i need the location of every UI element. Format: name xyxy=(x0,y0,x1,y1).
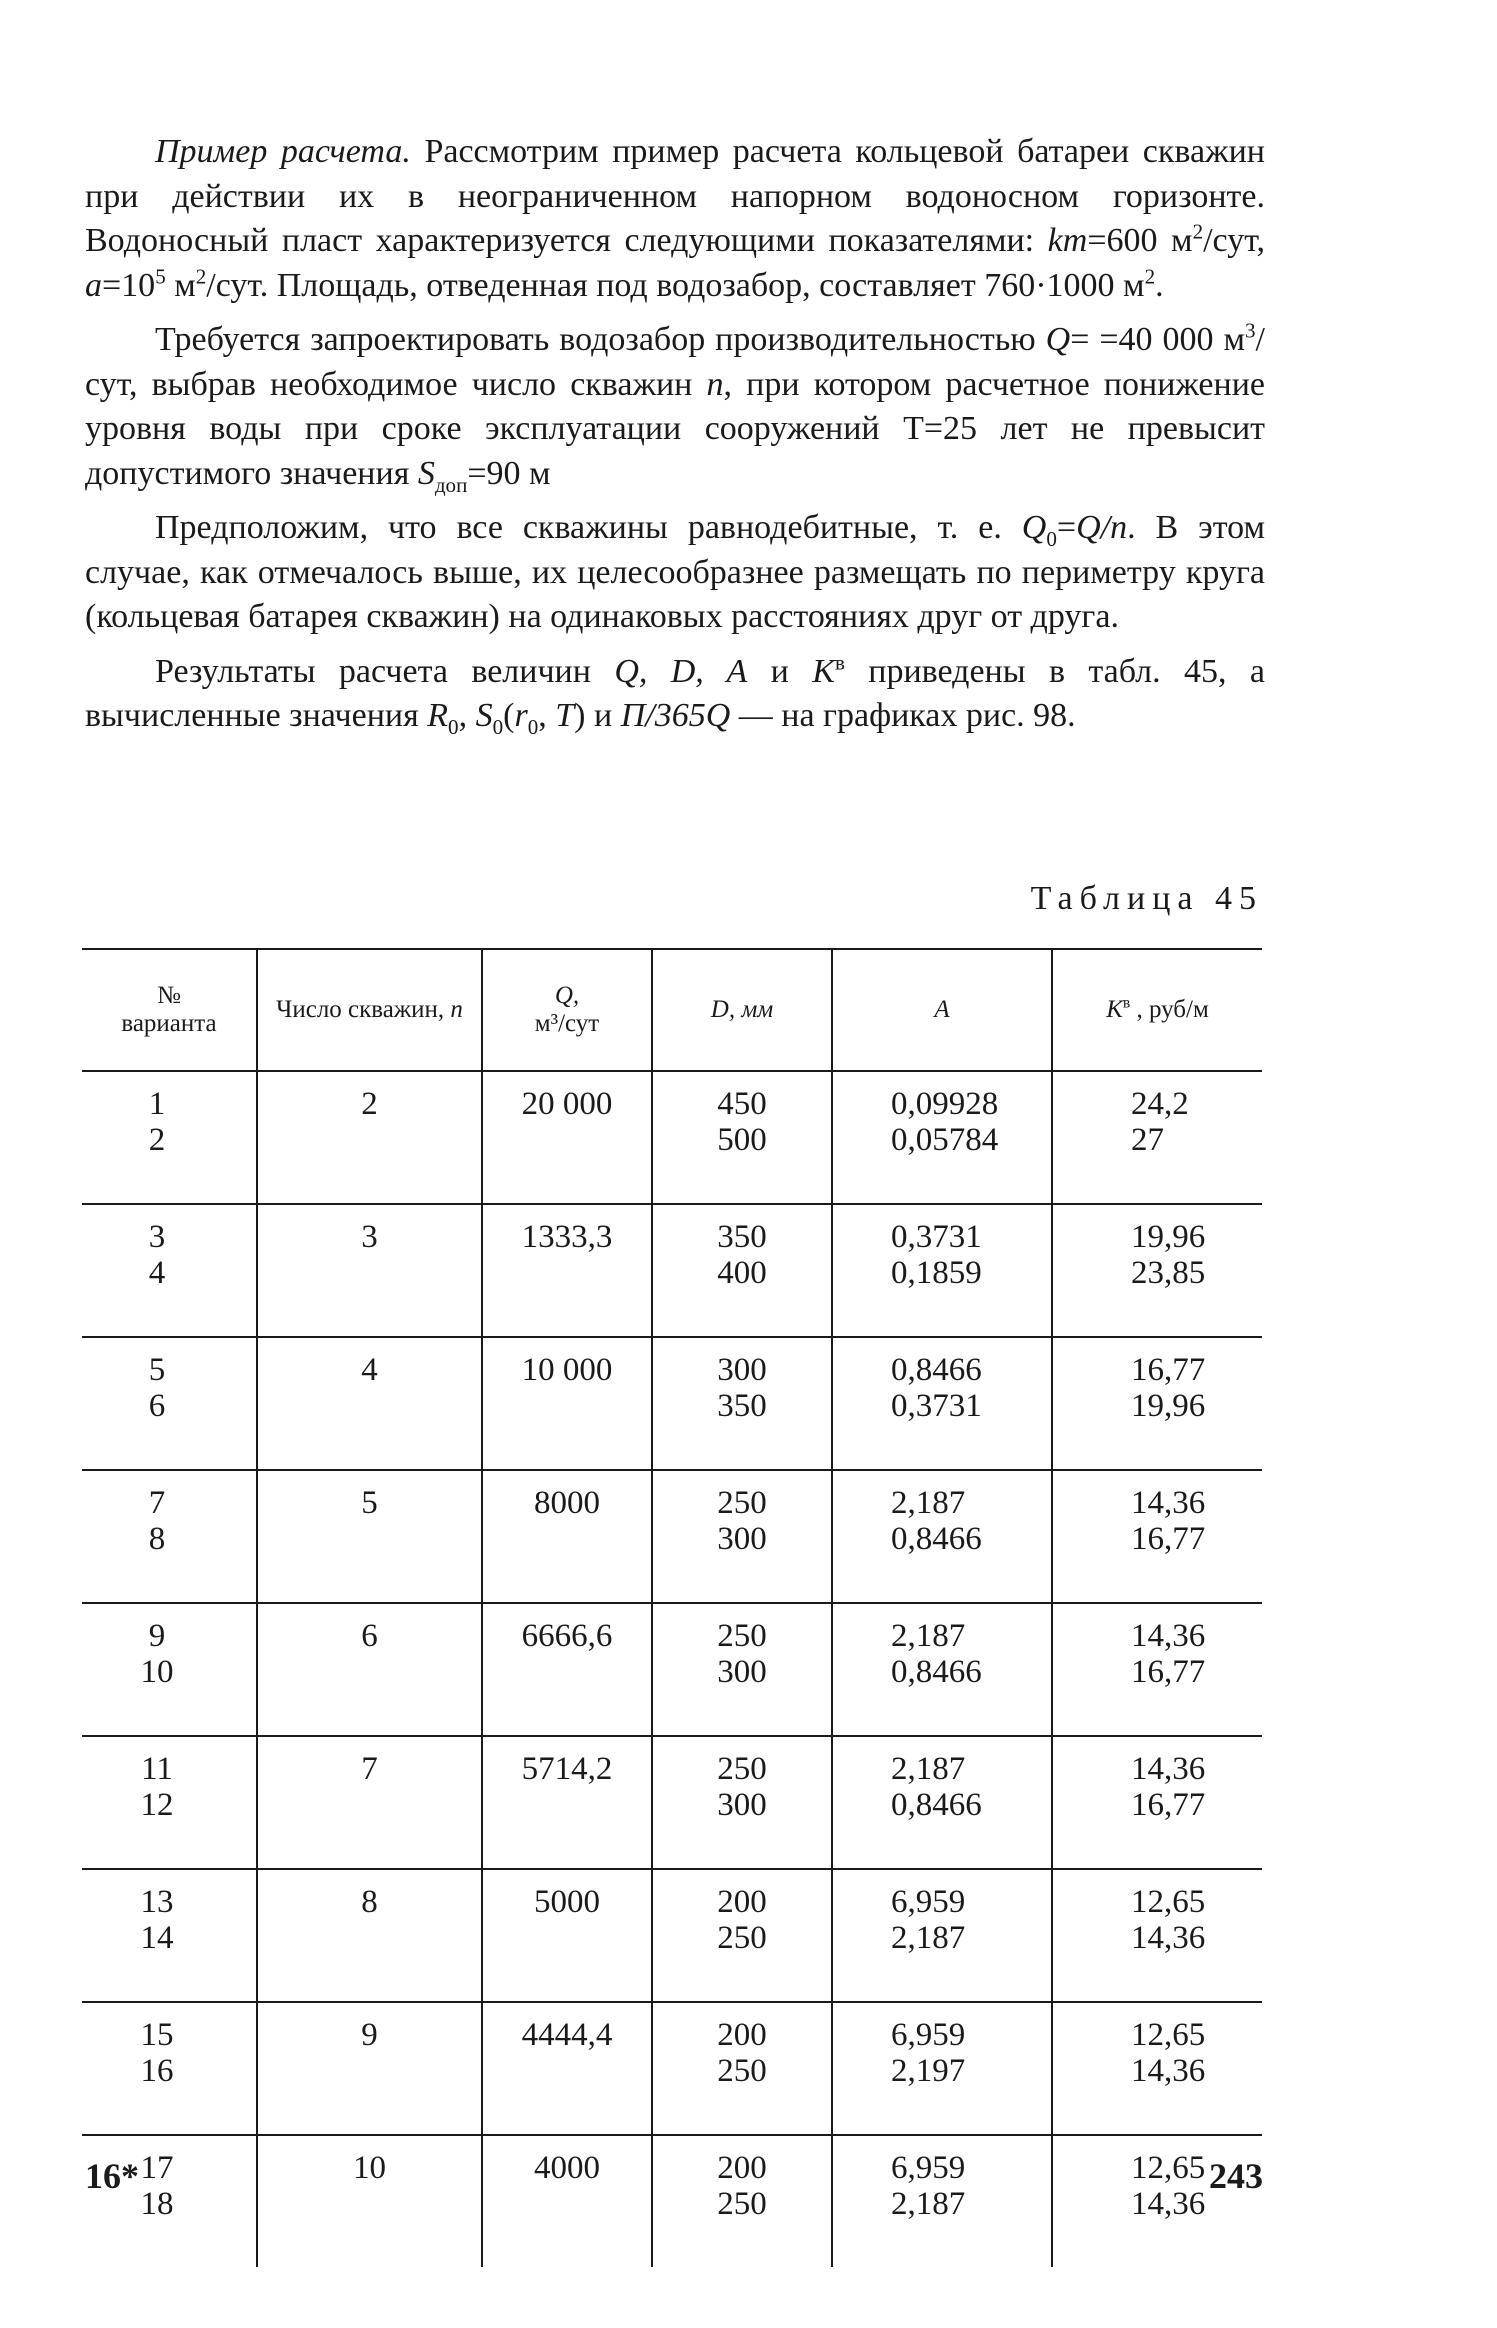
cell-d: 350 400 xyxy=(652,1204,832,1337)
header-d: D, мм xyxy=(652,949,832,1071)
cell-variant: 17 18 xyxy=(140,2150,174,2222)
header-q: Q, м³/сут xyxy=(482,949,652,1071)
page-number: 243 xyxy=(1209,2156,1263,2196)
cell-q: 10 000 xyxy=(482,1337,652,1470)
cell-a: 2,187 0,8466 xyxy=(832,1736,1052,1869)
cell-q: 6666,6 xyxy=(482,1603,652,1736)
cell-q: 5000 xyxy=(482,1869,652,2002)
cell-a: 0,8466 0,3731 xyxy=(832,1337,1052,1470)
cell-k: 12,65 14,36 xyxy=(1052,2002,1262,2135)
cell-a: 6,959 2,197 xyxy=(832,2002,1052,2135)
cell-k: 12,65 14,36 xyxy=(1052,1869,1262,2002)
cell-a: 0,3731 0,1859 xyxy=(832,1204,1052,1337)
cell-k: 16,77 19,96 xyxy=(1052,1337,1262,1470)
paragraph-2: Требуется запроектировать водозабор производительностью Q= =40 000 $м^3$/сут, выбрав необходимое число скважин n, при котором расчетное понижение уровня воды при сроке эксплуатации сооружений Т=25 лет не превысит допустимого значения $S_{доп}=90$ м xyxy=(85,318,1266,497)
cell-d: 200 250 xyxy=(652,2002,832,2135)
cell-wells: 5 xyxy=(257,1470,482,1603)
cell-a: 2,187 0,8466 xyxy=(832,1470,1052,1603)
table-row xyxy=(82,1204,1262,1337)
cell-d: 250 300 xyxy=(652,1470,832,1603)
example-heading: Пример расчета. xyxy=(155,133,411,170)
cell-q: 5714,2 xyxy=(482,1736,652,1869)
cell-variant: 1 2 xyxy=(148,1086,166,1158)
cell-d: 300 350 xyxy=(652,1337,832,1470)
cell-a: 2,187 0,8466 xyxy=(832,1603,1052,1736)
cell-variant: 3 4 xyxy=(148,1219,166,1291)
table-row xyxy=(82,1470,1262,1603)
cell-variant: 11 12 xyxy=(140,1751,174,1823)
cell-q: 1333,3 xyxy=(482,1204,652,1337)
cell-q: 20 000 xyxy=(482,1071,652,1204)
cell-wells: 3 xyxy=(257,1204,482,1337)
cell-a: 6,959 2,187 xyxy=(832,2135,1052,2267)
header-k: $K^в$ , руб/м xyxy=(1052,949,1262,1071)
paragraph-3: Предположим, что все скважины равнодебитные, т. е. $Q_0=Q/n$. В этом случае, как отмечалось выше, их целесообразнее размещать по периметру круга (кольцевая батарея скважин) на одинаковых расстояниях друг от друга. xyxy=(85,509,1265,635)
header-wells: Число скважин, n xyxy=(257,949,482,1071)
cell-d: 450 500 xyxy=(652,1071,832,1204)
cell-variant: 5 6 xyxy=(148,1352,166,1424)
paragraph-4: Результаты расчета величин Q, D, A и $K^в$ приведены в табл. 45, а вычисленные значения $R_0$, $S_0(r_0$, T) и П/365Q — на графиках рис. 98. xyxy=(85,650,1265,739)
cell-q: 4444,4 xyxy=(482,2002,652,2135)
cell-wells: 9 xyxy=(257,2002,482,2135)
cell-k: 14,36 16,77 xyxy=(1052,1736,1262,1869)
cell-k: 14,36 16,77 xyxy=(1052,1470,1262,1603)
table-row xyxy=(82,1603,1262,1736)
cell-q: 4000 xyxy=(482,2135,652,2267)
cell-variant: 15 16 xyxy=(140,2017,174,2089)
cell-d: 200 250 xyxy=(652,2135,832,2267)
cell-k: 19,96 23,85 xyxy=(1052,1204,1262,1337)
table-row xyxy=(82,2002,1262,2135)
cell-q: 8000 xyxy=(482,1470,652,1603)
cell-variant: 7 8 xyxy=(148,1485,166,1557)
cell-wells: 7 xyxy=(257,1736,482,1869)
cell-k: 14,36 16,77 xyxy=(1052,1603,1262,1736)
results-table xyxy=(82,948,1262,2267)
table-row xyxy=(82,1869,1262,2002)
cell-wells: 10 xyxy=(257,2135,482,2267)
cell-wells: 2 xyxy=(257,1071,482,1204)
cell-d: 250 300 xyxy=(652,1603,832,1736)
table-row xyxy=(82,2135,1262,2267)
header-variant: № варианта xyxy=(121,982,217,1037)
cell-k: 12,65 14,36 xyxy=(1052,2135,1262,2267)
cell-a: 0,09928 0,05784 xyxy=(832,1071,1052,1204)
paragraph-1: Пример расчета. Рассмотрим пример расчета кольцевой батареи скважин при действии их в неограниченном напорном водоносном горизонте. Водоносный пласт характеризуется следующими показателями: km=600 $м^2$/сут, $a=10^5$ $м^2$/сут. Площадь, отведенная под водозабор, составляет 760·1000 $м^2$. xyxy=(85,133,1265,304)
header-a: A xyxy=(832,949,1052,1071)
table-row xyxy=(82,1337,1262,1470)
cell-d: 200 250 xyxy=(652,1869,832,2002)
cell-wells: 4 xyxy=(257,1337,482,1470)
table-row xyxy=(82,1071,1262,1204)
cell-k: 24,2 27 xyxy=(1052,1071,1262,1204)
body-text xyxy=(85,130,1265,739)
cell-variant: 13 14 xyxy=(140,1884,174,1956)
cell-wells: 8 xyxy=(257,1869,482,2002)
table-caption: Таблица 45 xyxy=(1030,880,1263,917)
table-header-row xyxy=(82,949,1262,1071)
cell-variant: 9 10 xyxy=(140,1618,174,1690)
cell-a: 6,959 2,187 xyxy=(832,1869,1052,2002)
cell-d: 250 300 xyxy=(652,1736,832,1869)
signature-mark: 16* xyxy=(85,2156,139,2196)
cell-wells: 6 xyxy=(257,1603,482,1736)
table-row xyxy=(82,1736,1262,1869)
